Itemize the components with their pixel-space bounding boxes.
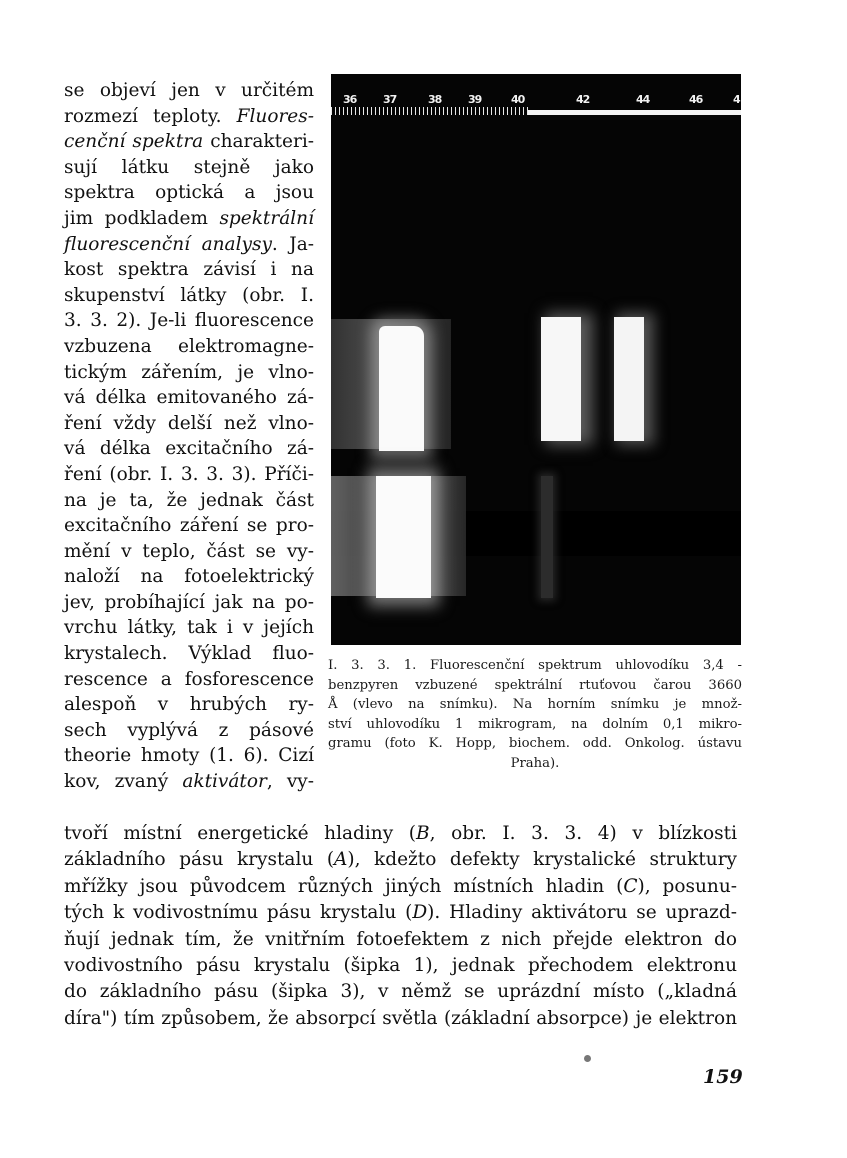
- text-line: tickým zářením, je vlno-: [64, 361, 314, 383]
- figure-caption: [320, 656, 750, 774]
- text-line: vá délka emitovaného zá-: [64, 387, 314, 409]
- text-line: ňují jednak tím, že vnitřním fotoefektem z nich přejde elektron do: [64, 928, 737, 950]
- emphasis: cenční spektra: [64, 131, 204, 153]
- emphasis: D: [412, 902, 428, 924]
- emphasis: aktivátor: [182, 771, 267, 793]
- caption-line: Praha).: [510, 755, 560, 771]
- text-line: 3. 3. 2). Je-li fluorescence: [64, 310, 314, 332]
- text-line: tých k vodivostnímu pásu krystalu (D). Hladiny aktivátoru se uprazd-: [64, 902, 737, 924]
- lower-fluorescence-faint: [541, 476, 553, 598]
- page-number: 159: [703, 1066, 743, 1088]
- text-line: skupenství látky (obr. I.: [64, 284, 314, 306]
- text-line: spektra optická a jsou: [64, 182, 314, 204]
- upper-fluorescence-band-2: [614, 317, 644, 441]
- text-line: naloží na fotoelektrický: [64, 566, 314, 588]
- scale-label: 42: [576, 93, 590, 106]
- text-line: rescence a fosforescence: [64, 668, 314, 690]
- text-line: díra") tím způsobem, že absorpcí světla (základní absorpce) je elektron: [64, 1007, 737, 1029]
- scale-label: 44: [636, 93, 650, 106]
- text-line: do základního pásu (šipka 3), v němž se uprázdní místo („kladná: [64, 981, 737, 1003]
- scale-label: 40: [511, 93, 525, 106]
- caption-line: gramu (foto K. Hopp, biochem. odd. Onkolog. ústavu: [328, 736, 742, 752]
- caption-line: Å (vlevo na snímku). Na horním snímku je množ-: [328, 697, 742, 713]
- wavelength-scale: [331, 74, 741, 114]
- text-line: sech vyplývá z pásové: [64, 719, 314, 741]
- text-line: alespoň v hrubých ry-: [64, 694, 314, 716]
- text-line: tvoří místní energetické hladiny (B, obr. I. 3. 3. 4) v blízkosti: [64, 823, 737, 844]
- text-line: vá délka excitačního zá-: [64, 438, 314, 460]
- text-line: fluorescenční analysy. Ja-: [64, 233, 314, 255]
- caption-line: benzpyren vzbuzené spektrální rtuťovou čarou 3660: [328, 677, 742, 693]
- text-line: vodivostního pásu krystalu (šipka 1), jednak přechodem elektronu: [64, 954, 737, 976]
- text-line: sují látku stejně jako: [64, 156, 314, 178]
- caption-line: I. 3. 3. 1. Fluorescenční spektrum uhlovodíku 3,4 -: [328, 658, 742, 673]
- left-text-column: [64, 78, 314, 795]
- emphasis: C: [623, 875, 638, 897]
- emphasis: A: [334, 849, 348, 871]
- emphasis: B: [415, 823, 430, 844]
- spectrum-photograph: [331, 74, 741, 645]
- scale-label: 38: [428, 93, 442, 106]
- text-line: excitačního záření se pro-: [64, 515, 314, 537]
- scale-label: 37: [383, 93, 397, 106]
- emphasis: spektrální: [219, 207, 314, 229]
- upper-excitation-line: [379, 326, 424, 451]
- text-line: ření vždy delší než vlno-: [64, 412, 314, 434]
- text-line: kov, zvaný aktivátor, vy-: [64, 771, 315, 793]
- scale-fine-ticks: [331, 107, 528, 115]
- text-line: jev, probíhající jak na po-: [64, 591, 314, 613]
- text-line: základního pásu krystalu (A), kdežto defekty krystalické struktury: [64, 849, 737, 871]
- full-width-paragraph: [64, 821, 737, 1032]
- text-line: ření (obr. I. 3. 3. 3). Příči-: [64, 463, 314, 485]
- text-line: vrchu látky, tak i v jejích: [64, 617, 314, 639]
- scale-label: 39: [468, 93, 482, 106]
- text-line: mřížky jsou původcem různých jiných místních hladin (C), posunu-: [64, 875, 737, 897]
- scale-label: 46: [689, 93, 703, 106]
- text-line: vzbuzena elektromagne-: [64, 335, 314, 357]
- text-line: se objeví jen v určitém: [64, 80, 314, 101]
- text-line: mění v teplo, část se vy-: [64, 540, 314, 562]
- ink-speck: [584, 1055, 591, 1062]
- scale-coarse-bar: [528, 110, 741, 115]
- text-line: jim podkladem spektrální: [64, 207, 314, 229]
- text-line: theorie hmoty (1. 6). Cizí: [64, 745, 314, 767]
- upper-fluorescence-band-1: [541, 317, 581, 441]
- lower-excitation-line: [376, 476, 431, 598]
- emphasis: Fluores-: [236, 105, 314, 127]
- text-line: krystalech. Výklad fluo-: [64, 643, 314, 665]
- scale-label: 4: [733, 93, 740, 106]
- text-line: kost spektra závisí i na: [64, 259, 314, 281]
- text-line: rozmezí teploty. Fluores-: [64, 105, 314, 127]
- text-line: na je ta, že jednak část: [64, 489, 314, 511]
- text-line: cenční spektra charakteri-: [64, 131, 314, 153]
- caption-line: ství uhlovodíku 1 mikrogram, na dolním 0,1 mikro-: [328, 716, 742, 732]
- scale-label: 36: [343, 93, 357, 106]
- emphasis: fluorescenční analysy: [64, 233, 272, 255]
